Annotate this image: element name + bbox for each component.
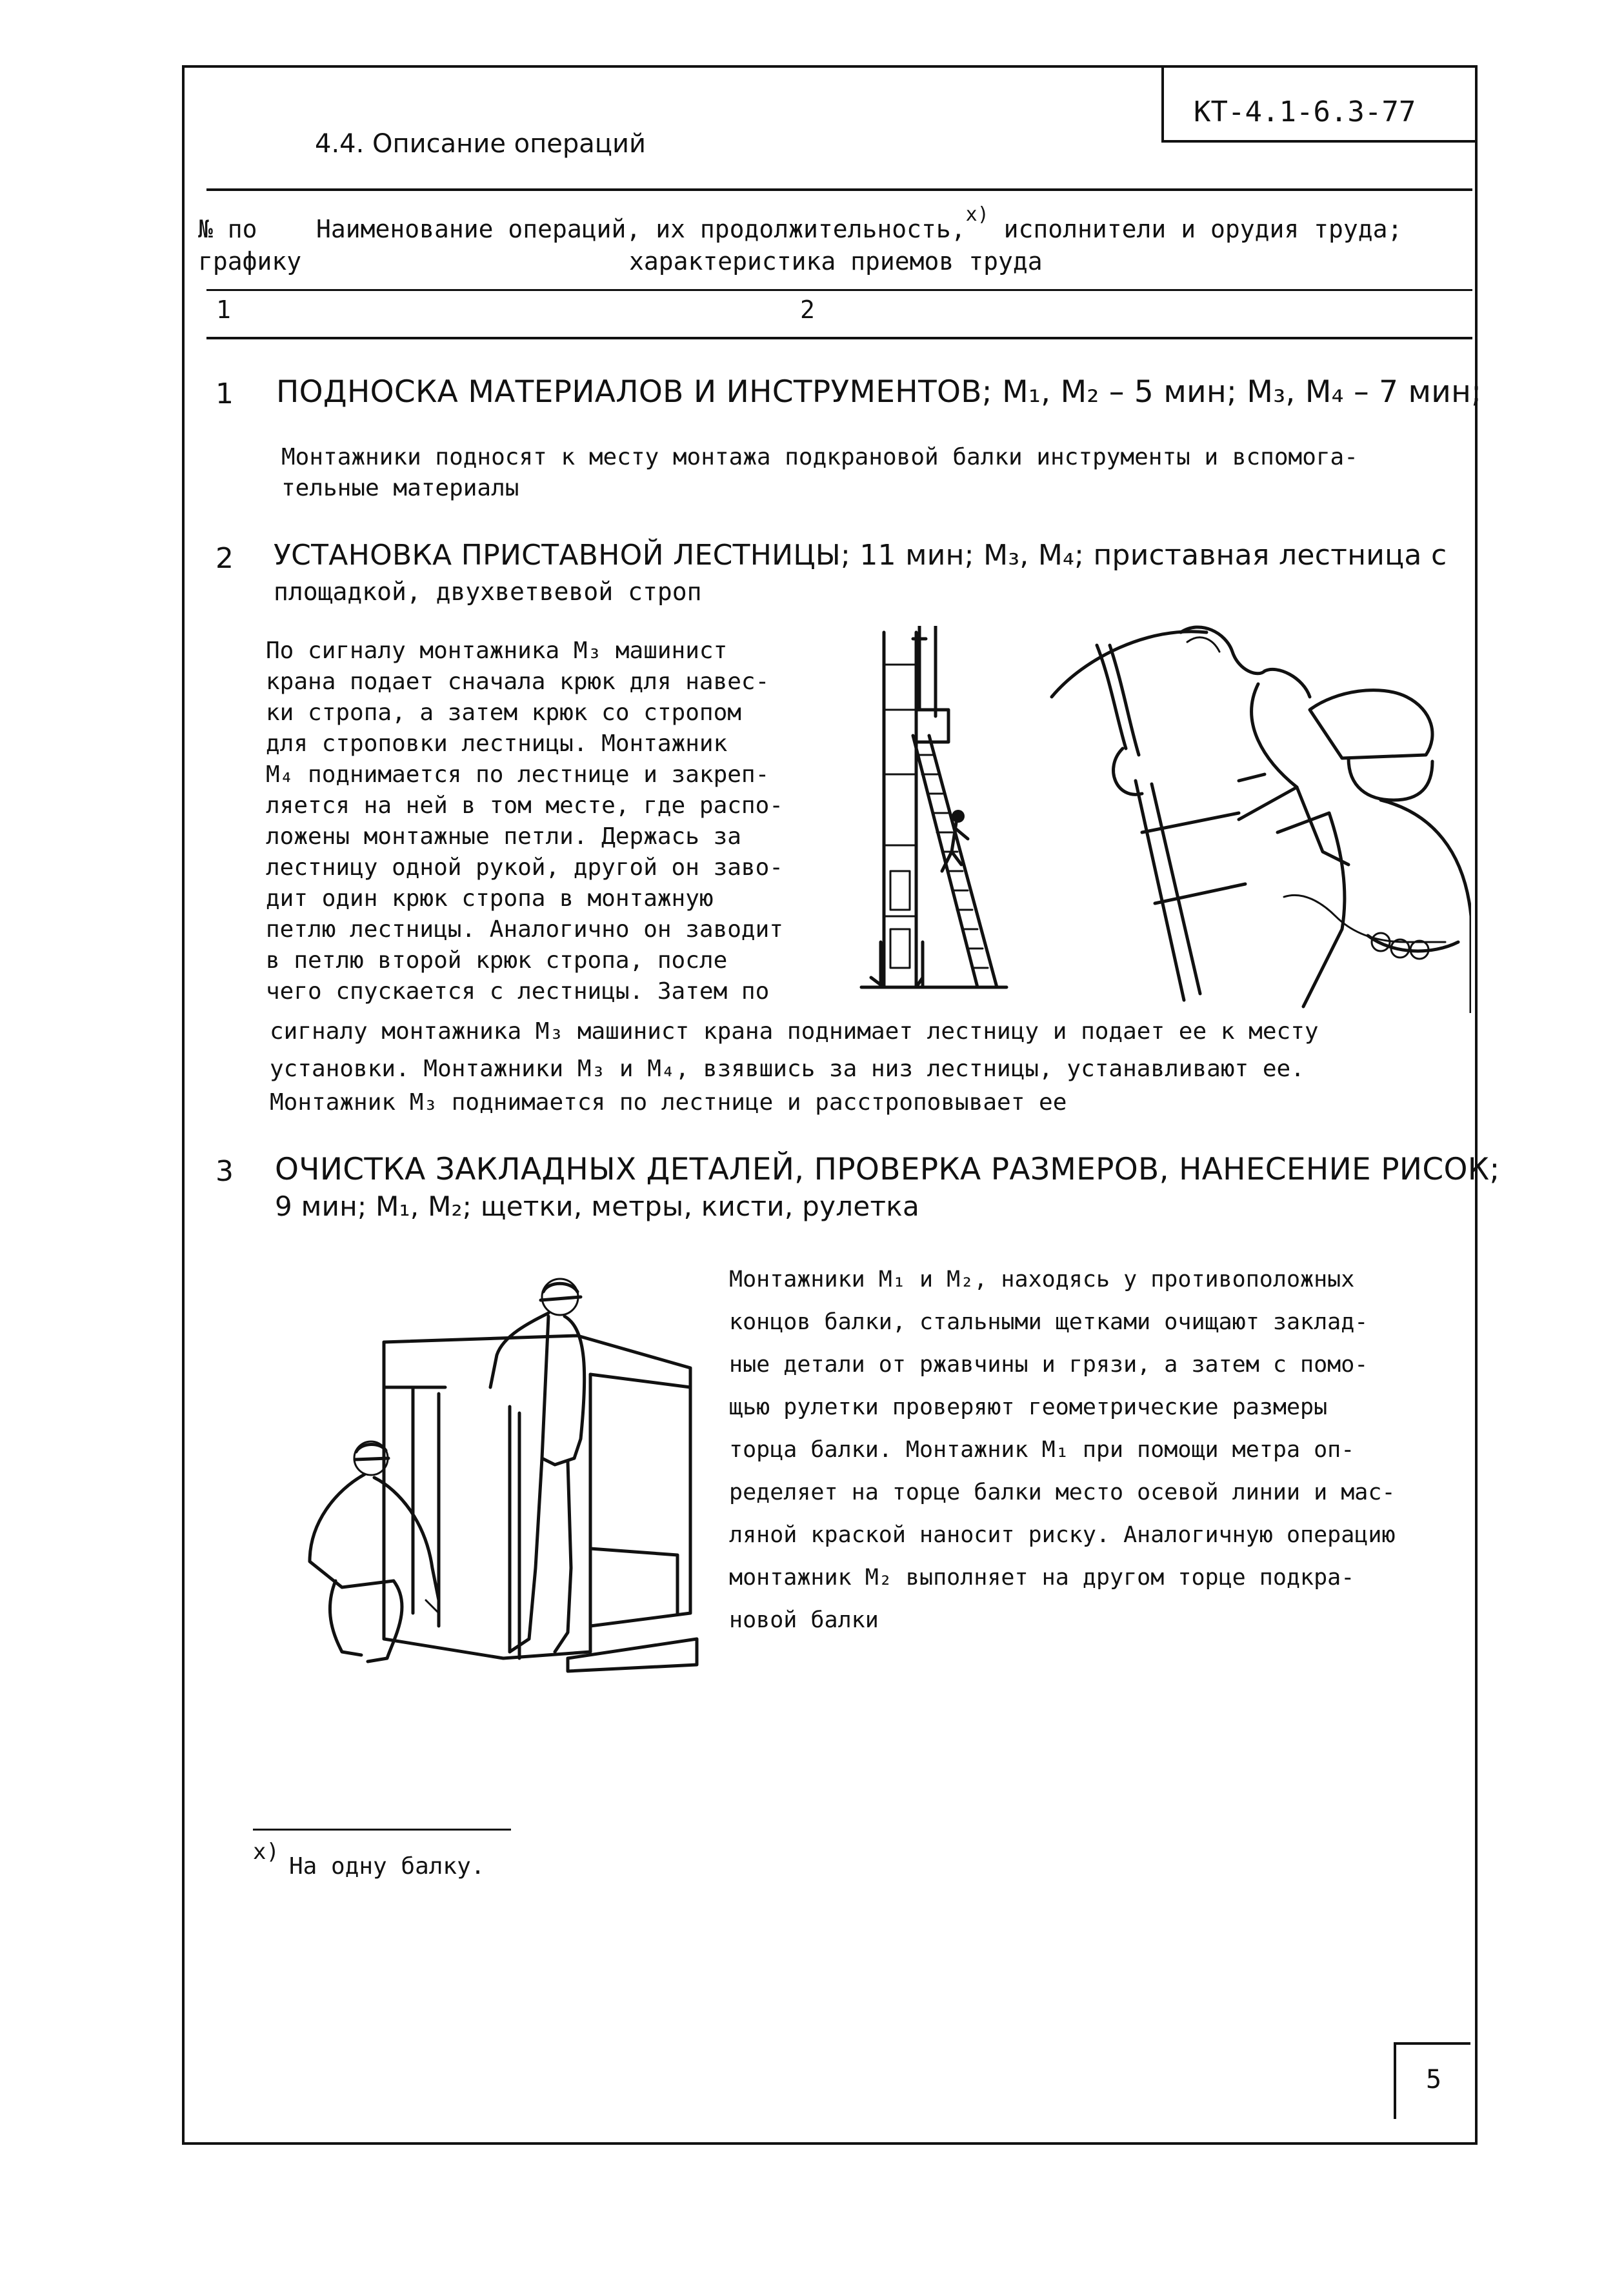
operation-3-text-line: ные детали от ржавчины и грязи, а затем с помо- <box>729 1352 1368 1378</box>
operation-2-text-line: петлю лестницы. Аналогично он заводит <box>266 916 783 943</box>
header-rule-mid <box>206 289 1472 291</box>
operation-3-title-line2: 9 мин; М₁, М₂; щетки, метры, кисти, рулетка <box>275 1190 919 1222</box>
operation-1-text-line: Монтажники подносят к месту монтажа подкрановой балки инструменты и вспомога- <box>281 444 1358 470</box>
footnote-ref: x) <box>965 203 989 226</box>
operation-3-text-line: монтажник М₂ выполняет на другом торце подкра- <box>729 1565 1355 1591</box>
operation-2-text-line: По сигналу монтажника М₃ машинист <box>266 638 728 664</box>
operation-2-text-line: в петлю второй крюк стропа, после <box>266 947 728 974</box>
section-title: 4.4. Описание операций <box>315 129 647 159</box>
operation-2-text-line: дит один крюк стропа в монтажную <box>266 885 714 912</box>
operation-3-text-line: Монтажники М₁ и М₂, находясь у противоположных <box>729 1267 1355 1292</box>
operation-3-text-line: ляной краской наносит риску. Аналогичную операцию <box>729 1522 1396 1548</box>
col2-header-text-b: исполнители и орудия труда; <box>1003 215 1403 243</box>
operation-3-text-line: новой балки <box>729 1607 879 1633</box>
operation-2-text-line: ложены монтажные петли. Держась за <box>266 823 741 850</box>
operation-2-number: 2 <box>216 542 234 575</box>
page-number: 5 <box>1426 2065 1442 2094</box>
workers-cleaning-beam-illustration <box>297 1278 710 1678</box>
col2-header-text-a: Наименование операций, их продолжительность, <box>316 215 966 243</box>
header-rule-bottom <box>206 337 1472 339</box>
col1-header-line2: графику <box>198 247 302 276</box>
operation-1-title: ПОДНОСКА МАТЕРИАЛОВ И ИНСТРУМЕНТОВ; М₁, М₂ – 5 мин; М₃, М₄ – 7 мин; <box>276 374 1482 410</box>
operation-3-text-line: концов балки, стальными щетками очищают заклад- <box>729 1309 1368 1335</box>
operation-2-title-line2: площадкой, двухветвевой строп <box>274 577 702 606</box>
col1-header-line1: № по <box>198 215 257 243</box>
col2-header-line1 <box>316 203 1403 248</box>
operation-2-wide-line: установки. Монтажники М₃ и М₄, взявшись за низ лестницы, устанавливают ее. <box>270 1056 1305 1082</box>
operation-2-text-line: чего спускается с лестницы. Затем по <box>266 978 770 1005</box>
operation-3-number: 3 <box>216 1155 234 1188</box>
operation-3-title-line1: ОЧИСТКА ЗАКЛАДНЫХ ДЕТАЛЕЙ, ПРОВЕРКА РАЗМЕРОВ, НАНЕСЕНИЕ РИСОК; <box>275 1152 1500 1187</box>
document-code: КТ-4.1-6.3-77 <box>1194 95 1416 128</box>
footnote-rule <box>253 1829 511 1831</box>
operation-1-text-line: тельные материалы <box>281 475 519 501</box>
operation-2-text-line: ки стропа, а затем крюк со стропом <box>266 699 741 726</box>
operation-3-text-line: щью рулетки проверяют геометрические размеры <box>729 1394 1328 1420</box>
header-rule-top <box>206 188 1472 191</box>
operation-2-title-line1: УСТАНОВКА ПРИСТАВНОЙ ЛЕСТНИЦЫ; 11 мин; М₃, М₄; приставная лестница с <box>274 539 1447 572</box>
footnote-text: На одну балку. <box>289 1853 485 1880</box>
footnote-mark: x) <box>253 1839 279 1865</box>
operation-2-text-line: лестницу одной рукой, другой он заво- <box>266 854 783 881</box>
col2-header-line2: характеристика приемов труда <box>629 247 1043 276</box>
operation-2-text-line: для строповки лестницы. Монтажник <box>266 730 728 757</box>
col1-number: 1 <box>216 296 231 324</box>
operation-3-text-line: торца балки. Монтажник М₁ при помощи метра оп- <box>729 1437 1355 1463</box>
col2-number: 2 <box>800 296 815 324</box>
operation-2-text-line: ляется на ней в том месте, где распо- <box>266 792 783 819</box>
operation-2-text-line: крана подает сначала крюк для навес- <box>266 668 770 695</box>
operation-3-text-line: ределяет на торце балки место осевой линии и мас- <box>729 1480 1396 1505</box>
operation-2-wide-line: сигналу монтажника М₃ машинист крана поднимает лестницу и подает ее к месту <box>270 1018 1319 1045</box>
ladder-column-illustration <box>858 626 1026 1000</box>
worker-hooking-sling-illustration <box>1045 619 1471 1013</box>
operation-1-number: 1 <box>216 377 234 410</box>
operation-2-text-line: М₄ поднимается по лестнице и закреп- <box>266 761 770 788</box>
operation-2-wide-line: Монтажник М₃ поднимается по лестнице и расстроповывает ее <box>270 1089 1067 1116</box>
